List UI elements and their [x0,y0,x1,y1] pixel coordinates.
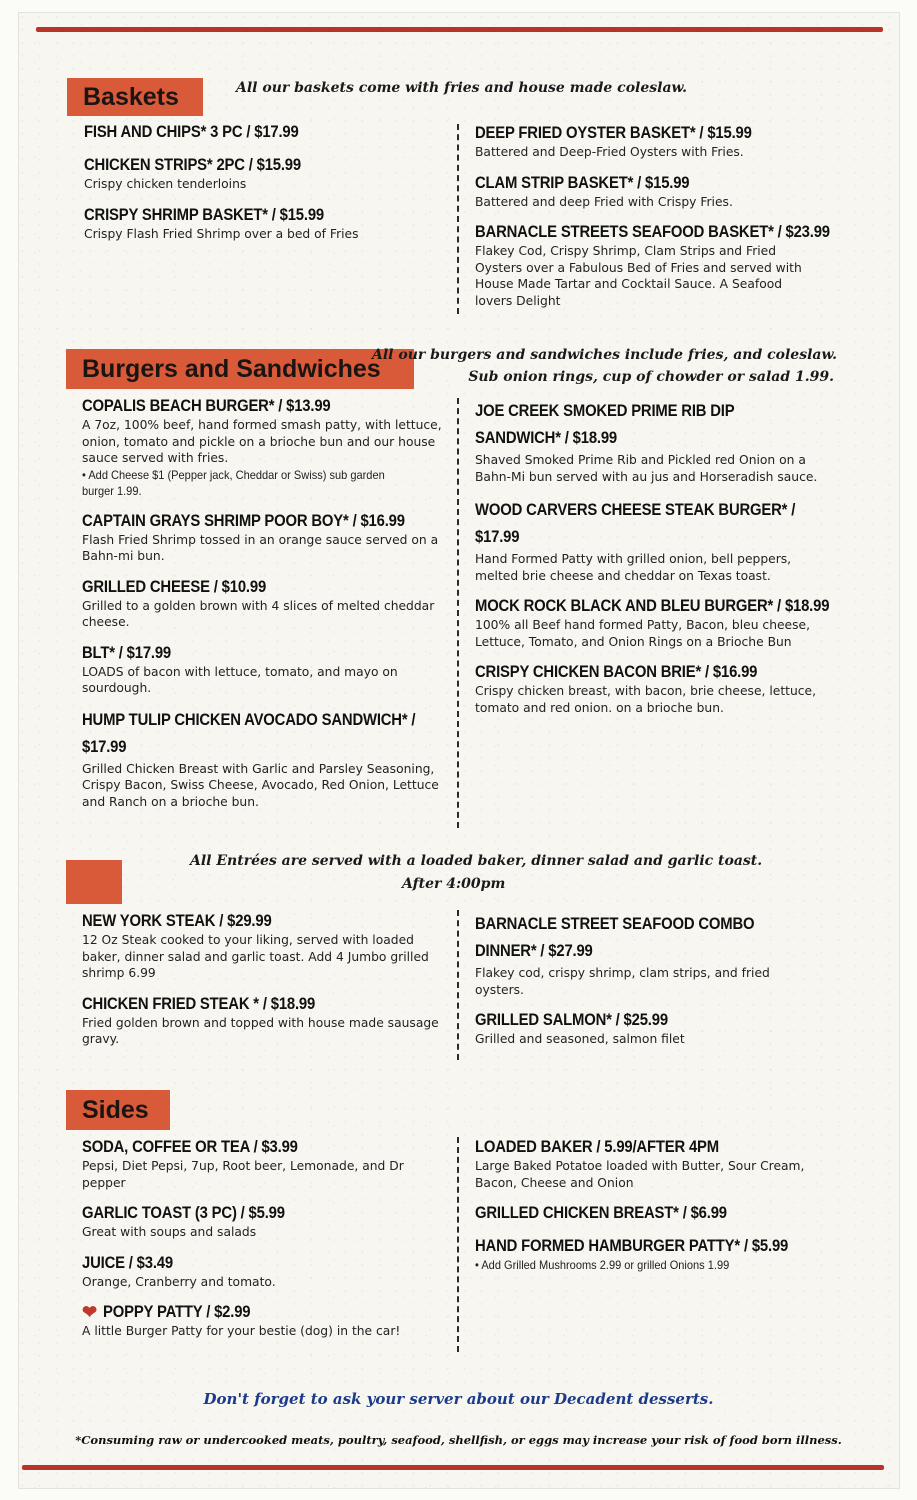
menu-item [475,173,820,211]
consumption-warning: *Consuming raw or undercooked meats, poultry, seafood, shellfish, or eggs may increase your risk of food born illness. [75,1433,842,1447]
item-desc: Battered and Deep-Fried Oysters with Fries. [475,145,744,159]
item-name: GARLIC TOAST (3 PC) / $5.99 [82,1204,285,1222]
menu-item [82,1203,442,1241]
item-desc: Flash Fried Shrimp tossed in an orange sauce served on a Bahn-mi bun. [82,532,439,563]
entrees-right-column [475,911,820,1057]
menu-item [82,1302,442,1340]
menu-item [82,396,442,499]
burgers-title: Burgers and Sandwiches [82,354,381,383]
item-name: MOCK ROCK BLACK AND BLEU BURGER* / $18.99 [475,597,830,615]
item-name: BLT* / $17.99 [82,643,172,662]
sides-right-column [475,1137,820,1282]
entrees-left-column [82,911,442,1057]
item-desc: Crispy chicken tenderloins [84,177,247,191]
burgers-divider [457,398,459,828]
item-desc: 12 Oz Steak cooked to your liking, served with loaded baker, dinner salad and garlic toast. Add 4 Jumbo grilled shrimp 6.99 [82,933,429,980]
item-desc: Grilled Chicken Breast with Garlic and Parsley Seasoning, Crispy Bacon, Swiss Cheese, Avocado, Red Onion, Lettuce and Ranch on a brioche bun. [82,761,439,809]
item-desc: Orange, Cranberry and tomato. [82,1274,276,1289]
item-name: HUMP TULIP CHICKEN AVOCADO SANDWICH* / $17.99 [82,710,416,756]
sides-title: Sides [82,1095,149,1124]
item-desc: LOADS of bacon with lettuce, tomato, and mayo on sourdough. [82,664,398,695]
menu-item [82,1137,442,1191]
item-name: CHICKEN FRIED STEAK * / $18.99 [82,994,316,1013]
menu-item [475,123,820,161]
item-name: COPALIS BEACH BURGER* / $13.99 [82,397,331,415]
menu-item [82,511,442,565]
item-name: SODA, COFFEE OR TEA / $3.99 [82,1138,298,1156]
item-name: CHICKEN STRIPS* 2PC / $15.99 [84,156,301,174]
menu-item [475,1010,820,1048]
item-name: DEEP FRIED OYSTER BASKET* / $15.99 [475,124,752,142]
menu-item [475,911,820,998]
baskets-title: Baskets [83,82,179,111]
sides-header [66,1090,170,1130]
item-desc: A 7oz, 100% beef, hand formed smash patty, with lettuce, onion, tomato and pickle on a brioche bun and our house sauce served with fries. [82,418,442,465]
item-name: GRILLED SALMON* / $25.99 [475,1011,668,1029]
item-desc: Grilled to a golden brown with 4 slices of melted cheddar cheese. [82,598,435,629]
baskets-note: All our baskets come with fries and house made coleslaw. [236,80,688,96]
item-addon: • Add Grilled Mushrooms 2.99 or grilled Onions 1.99 [475,1258,730,1272]
item-name: CAPTAIN GRAYS SHRIMP POOR BOY* / $16.99 [82,511,405,530]
item-name: HAND FORMED HAMBURGER PATTY* / $5.99 [475,1237,789,1255]
item-name: WOOD CARVERS CHEESE STEAK BURGER* / $17.99 [475,501,796,546]
burgers-right-column [475,398,830,725]
entrees-divider [457,910,459,1060]
menu-item [84,155,444,193]
item-desc: Crispy chicken breast, with bacon, brie cheese, lettuce, tomato and red onion. on a brioche bun. [475,684,816,715]
item-name: JOE CREEK SMOKED PRIME RIB DIP SANDWICH* / $18.99 [475,402,735,447]
item-desc: Shaved Smoked Prime Rib and Pickled red Onion on a Bahn-Mi bun served with au jus and Horseradish sauce. [475,453,818,484]
item-name: CRISPY CHICKEN BACON BRIE* / $16.99 [475,663,758,681]
item-desc: Flakey Cod, Crispy Shrimp, Clam Strips and Fried Oysters over a Fabulous Bed of Fries and served with House Made Tartar and Cocktail Sauce. A Seafood lovers Delight [475,244,802,308]
item-name: JUICE / $3.49 [82,1253,173,1272]
item-name-row [82,1302,442,1323]
sides-left-column [82,1137,442,1349]
baskets-divider [457,124,459,314]
baskets-right-column [475,123,830,318]
menu-item [475,497,820,584]
item-name: POPPY PATTY / $2.99 [102,1303,251,1321]
menu-item [84,205,444,243]
item-desc: Battered and deep Fried with Crispy Fries. [475,194,733,209]
item-desc: A little Burger Patty for your bestie (dog) in the car! [82,1324,401,1338]
top-red-rule [36,27,883,32]
menu-item [475,222,830,309]
item-desc: Hand Formed Patty with grilled onion, bell peppers, melted brie cheese and cheddar on Texas toast. [475,552,792,583]
baskets-header [67,78,203,116]
burgers-note-line1: All our burgers and sandwiches include fries, and coleslaw. [371,347,837,363]
item-desc: Fried golden brown and topped with house made sausage gravy. [82,1015,439,1046]
item-desc: 100% all Beef hand formed Patty, Bacon, bleu cheese, Lettuce, Tomato, and Onion Rings on a Brioche Bun [475,618,810,649]
item-desc: Flakey cod, crispy shrimp, clam strips, and fried oysters. [475,966,770,997]
item-addon: • Add Cheese $1 (Pepper jack, Cheddar or Swiss) sub garden burger 1.99. [82,467,385,498]
burgers-note-line2: Sub onion rings, cup of chowder or salad 1.99. [468,369,834,385]
entrees-note-line1: All Entrées are served with a loaded baker, dinner salad and garlic toast. [190,853,763,869]
item-name: GRILLED CHEESE / $10.99 [82,577,267,596]
menu-item [475,596,830,650]
menu-item [475,1203,820,1224]
burgers-left-column [82,396,442,819]
burgers-header [66,349,414,389]
item-desc: Pepsi, Diet Pepsi, 7up, Root beer, Lemonade, and Dr pepper [82,1159,404,1190]
item-name: NEW YORK STEAK / $29.99 [82,912,272,930]
item-desc: Large Baked Potatoe loaded with Butter, Sour Cream, Bacon, Cheese and Onion [475,1159,805,1190]
entrees-header-block [66,860,122,904]
menu-item [475,398,820,485]
item-desc: Great with soups and salads [82,1225,257,1239]
menu-item [82,911,442,982]
menu-item [82,643,442,697]
bottom-red-rule [22,1465,884,1470]
menu-item [84,122,444,143]
menu-item [82,577,442,631]
entrees-note-line2: After 4:00pm [402,876,506,892]
menu-item [82,707,442,811]
item-name: CLAM STRIP BASKET* / $15.99 [475,173,690,192]
menu-item [475,662,820,716]
menu-item [475,1236,820,1273]
heart-icon: ❤ [82,1302,97,1322]
item-name: FISH AND CHIPS* 3 PC / $17.99 [84,123,299,141]
baskets-left-column [84,122,444,251]
menu-item [82,1253,442,1291]
item-name: LOADED BAKER / 5.99/AFTER 4PM [475,1138,719,1156]
desserts-note: Don't forget to ask your server about our Decadent desserts. [203,1390,714,1408]
item-desc: Grilled and seasoned, salmon filet [475,1032,685,1046]
menu-item [475,1137,820,1191]
item-name: BARNACLE STREET SEAFOOD COMBO DINNER* / $27.99 [475,915,755,960]
menu-item [82,994,442,1048]
item-desc: Crispy Flash Fried Shrimp over a bed of Fries [84,226,359,241]
item-name: CRISPY SHRIMP BASKET* / $15.99 [84,205,324,224]
sides-divider [457,1137,459,1352]
item-name: BARNACLE STREETS SEAFOOD BASKET* / $23.99 [475,223,830,241]
item-name: GRILLED CHICKEN BREAST* / $6.99 [475,1204,727,1222]
